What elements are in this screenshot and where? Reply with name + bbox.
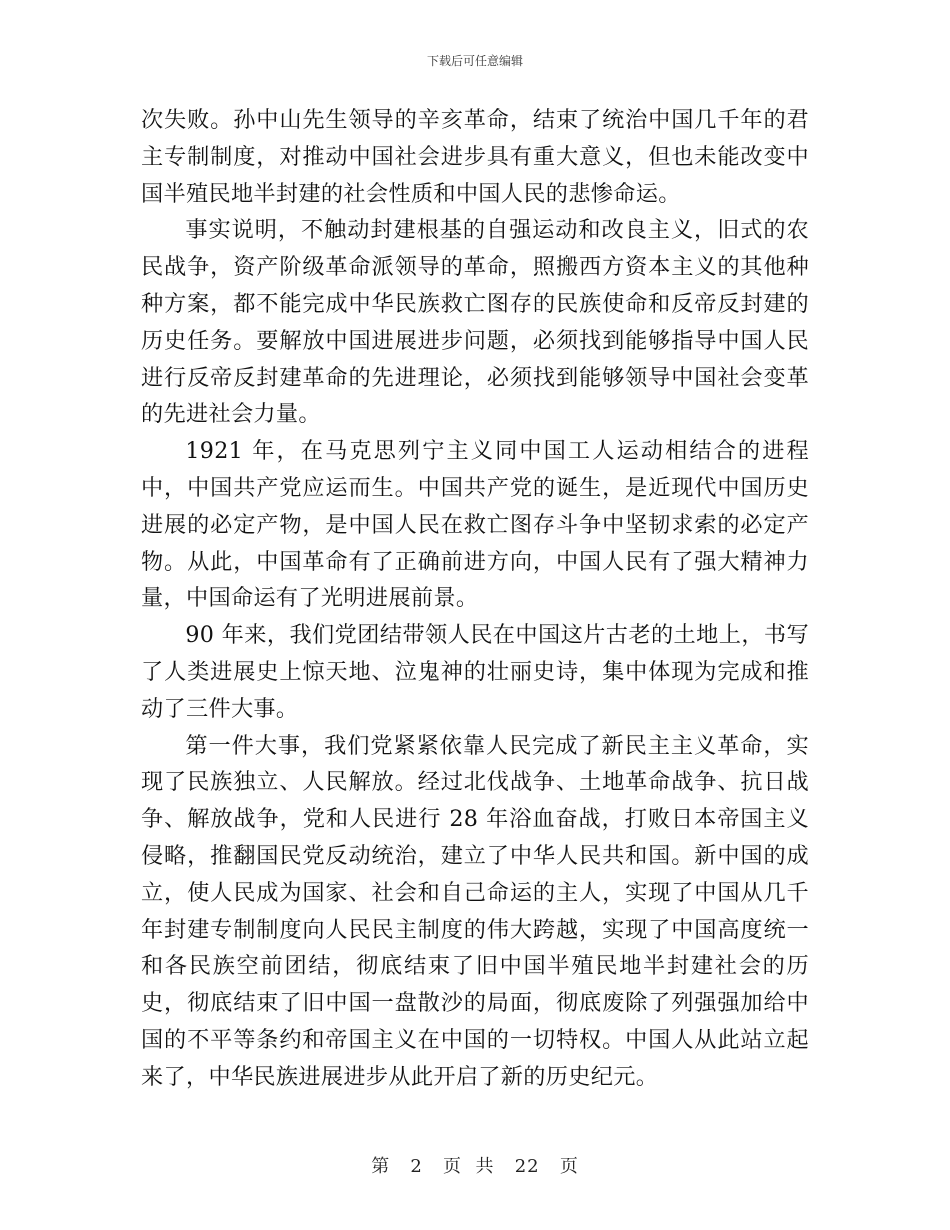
document-body xyxy=(141,102,809,1096)
paragraph-2: 事实说明，不触动封建根基的自强运动和改良主义，旧式的农民战争，资产阶级革命派领导的革命，照搬西方资本主义的其他种种方案，都不能完成中华民族救亡图存的民族使命和反帝反封建的历史任务。要解放中国进展进步问题，必须找到能够指导中国人民进行反帝反封建革命的先进理论，必须找到能够领导中国社会变革的先进社会力量。 xyxy=(141,217,809,428)
current-page-number: 2 xyxy=(410,1156,423,1177)
paragraph-4: 90 年来，我们党团结带领人民在中国这片古老的土地上，书写了人类进展史上惊天地、泣鬼神的壮丽史诗，集中体现为完成和推动了三件大事。 xyxy=(141,622,809,722)
page-label-prefix: 第 xyxy=(371,1156,391,1177)
paragraph-5: 第一件大事，我们党紧紧依靠人民完成了新民主主义革命，实现了民族独立、人民解放。经过北伐战争、土地革命战争、抗日战争、解放战争，党和人民进行 28 年浴血奋战，打败日本帝国主义侵略，推翻国民党反动统治，建立了中华人民共和国。新中国的成立，使人民成为国家、社会和自己命运的主人，实现了中国从几千年封建专制制度向人民民主制度的伟大跨越，实现了中国高度统一和各民族空前团结，彻底结束了旧中国半殖民地半封建社会的历史，彻底结束了旧中国一盘散沙的局面，彻底废除了列强强加给中国的不平等条约和帝国主义在中国的一切特权。中国人从此站立起来了，中华民族进展进步从此开启了新的历史纪元。 xyxy=(141,732,809,1090)
total-pages-number: 22 xyxy=(514,1156,540,1177)
page-label-suffix: 页 xyxy=(559,1156,579,1177)
paragraph-3: 1921 年，在马克思列宁主义同中国工人运动相结合的进程中，中国共产党应运而生。中国共产党的诞生，是近现代中国历史进展的必定产物，是中国人民在救亡图存斗争中坚韧求索的必定产物。从此，中国革命有了正确前进方向，中国人民有了强大精神力量，中国命运有了光明进展前景。 xyxy=(141,438,809,612)
page-footer xyxy=(0,1152,950,1178)
paragraph-1: 次失败。孙中山先生领导的辛亥革命，结束了统治中国几千年的君主专制制度，对推动中国社会进步具有重大意义，但也未能改变中国半殖民地半封建的社会性质和中国人民的悲惨命运。 xyxy=(141,107,809,207)
page-header xyxy=(0,52,950,69)
page-label-middle: 页 共 xyxy=(443,1156,495,1177)
header-text: 下载后可任意编辑 xyxy=(426,54,523,68)
